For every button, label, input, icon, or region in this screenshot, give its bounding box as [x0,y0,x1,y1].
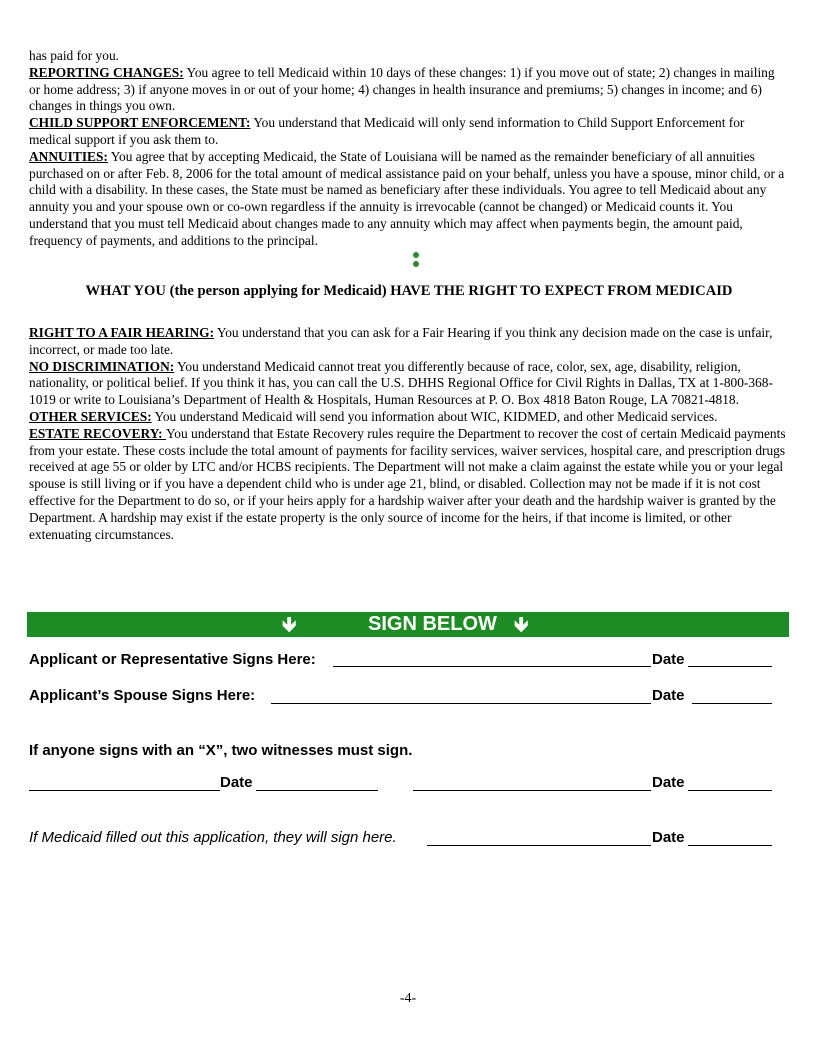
no-discrimination-body: You understand Medicaid cannot treat you differently because of race, color, sex, age, disability, religion, nationality, or political belief. If you think it has, you can call the U.S. DHHS Regional Office for Civil Rights in Dallas, TX at 1-800-368-1019 or write to Louisiana’s Department of Health & Hospitals, Human Resources at P. O. Box 4818 Baton Rouge, LA 70821-4818. [29,358,773,408]
applicant-signature-label: Applicant or Representative Signs Here: [29,651,316,668]
annuities-paragraph [29,149,789,250]
reporting-changes-body: You agree to tell Medicaid within 10 days of these changes: 1) if you move out of state; 2) changes in mailing or home address; 3) if anyone moves in or out of your home; 4) changes in health insurance and premiums; 5) changes in income; and 6) changes in things you own. [29,64,775,114]
continuation-text: has paid for you. [29,48,119,63]
annuities-heading: ANNUITIES: [29,148,108,164]
spouse-signature-label: Applicant’s Spouse Signs Here: [29,687,256,704]
medicaid-signature-note: If Medicaid filled out this application, they will sign here. [29,829,397,846]
rights-section-title: WHAT YOU (the person applying for Medicaid) HAVE THE RIGHT TO EXPECT FROM MEDICAID [85,283,733,299]
applicant-date-line[interactable] [688,666,772,667]
applicant-signature-line[interactable] [333,666,651,667]
section-divider-dots [410,250,422,270]
witness-1-signature-line[interactable] [29,790,220,791]
estate-recovery-paragraph [29,426,789,544]
witness-1-date-label: Date [220,774,253,791]
medicaid-signature-line[interactable] [427,845,651,846]
applicant-date-label: Date [652,651,685,668]
medicaid-date-line[interactable] [688,845,772,846]
estate-recovery-body: You understand that Estate Recovery rules require the Department to recover the cost of certain Medicaid payments from your estate. These costs include the total amount of payments for facility services, waiver services, hospital care, and prescription drugs received at age 55 or older by LTC and/or HCBS recipients. The Department will not make a claim against the estate while you or your legal spouse is still living or if you have a dependent child who is under age 21, blind, or disabled. Collection may not be made if it is not cost effective for the Department to do so, or if your heirs apply for a hardship waiver after your death and the hardship waiver is granted by the Department. A hardship may exist if the estate property is the only source of income for the heirs, if that income is limited, or other extenuating circumstances. [29,425,786,542]
witness-2-date-line[interactable] [688,790,772,791]
down-arrow-icon: 🡻 [514,612,529,636]
witness-1-date-line[interactable] [256,790,378,791]
page-number: -4- [399,991,417,1006]
sign-below-label: SIGN BELOW [368,613,497,635]
witness-2-signature-line[interactable] [413,790,651,791]
other-services-heading: OTHER SERVICES: [29,408,152,424]
reporting-changes-paragraph [29,65,789,115]
responsibilities-continued [29,48,789,250]
fair-hearing-paragraph [29,325,789,359]
child-support-heading: CHILD SUPPORT ENFORCEMENT: [29,115,251,131]
divider-dot [413,261,419,267]
no-discrimination-paragraph [29,359,789,409]
fair-hearing-heading: RIGHT TO A FAIR HEARING: [29,325,215,340]
annuities-body: You agree that by accepting Medicaid, the State of Louisiana will be named as the remainder beneficiary of all annuities purchased on or after Feb. 8, 2006 for the total amount of medical assistance paid on your behalf, unless you have a spouse, minor child, or a child with a disability. In these cases, the State must be named as beneficiary after these individuals. You agree to tell Medicaid about any annuity you and your spouse own or co-own regardless if the annuity is irrevocable (cannot be changed) or Medicaid counts it. You understand that you must tell Medicaid about changes made to any annuity which may affect when payments begin, the amount paid, frequency of payments, and additions to the principal. [29,148,785,248]
divider-dot [413,252,419,258]
witness-2-date-label: Date [652,774,685,791]
sign-below-banner [27,612,789,637]
spouse-date-line[interactable] [692,703,772,704]
child-support-body: You understand that Medicaid will only send information to Child Support Enforcement for medical support if you ask them to. [29,115,745,147]
fair-hearing-body: You understand that you can ask for a Fair Hearing if you think any decision made on the case is unfair, incorrect, or made too late. [29,325,773,357]
rights-section [29,325,789,543]
other-services-paragraph [29,409,789,426]
child-support-paragraph [29,115,789,149]
medicaid-date-label: Date [652,829,685,846]
down-arrow-icon: 🡻 [282,612,297,636]
spouse-signature-line[interactable] [271,703,651,704]
reporting-changes-heading: REPORTING CHANGES: [29,64,184,80]
other-services-body: You understand Medicaid will send you information about WIC, KIDMED, and other Medicaid services. [151,408,718,424]
no-discrimination-heading: NO DISCRIMINATION: [29,358,175,374]
witness-note: If anyone signs with an “X”, two witnesses must sign. [29,742,413,759]
spouse-date-label: Date [652,687,685,704]
estate-recovery-heading: ESTATE RECOVERY: [29,425,166,441]
